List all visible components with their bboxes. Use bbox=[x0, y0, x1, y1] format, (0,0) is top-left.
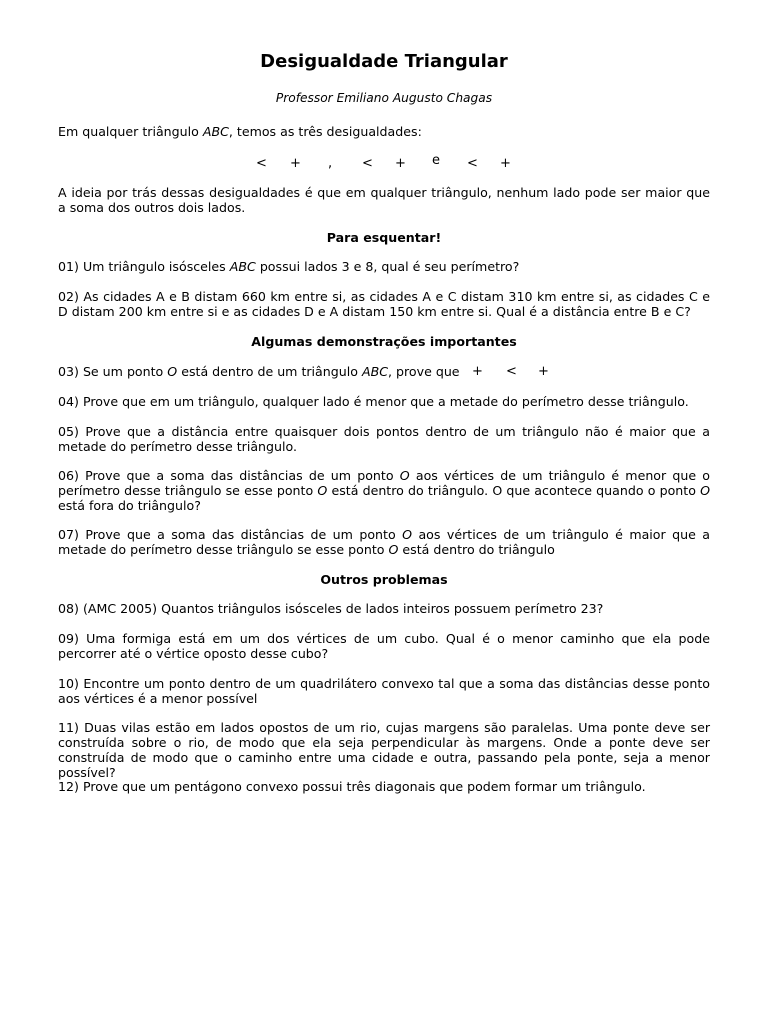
problem-text: 07) Prove que a soma das distâncias de um ponto bbox=[58, 527, 403, 542]
intro-text: Em qualquer triângulo bbox=[58, 124, 203, 139]
point-o: O bbox=[402, 527, 413, 542]
section-heading-warmup: Para esquentar! bbox=[326, 230, 442, 245]
problem-text: 03) Se um ponto bbox=[58, 364, 168, 379]
author-line: Professor Emiliano Augusto Chagas bbox=[275, 91, 493, 105]
problem-05: 05) Prove que a distância entre quaisquer dois pontos dentro de um triângulo não é maior que a metade do perímetro desse triângulo. bbox=[58, 424, 710, 454]
problem-02: 02) As cidades A e B distam 660 km entre si, as cidades A e C distam 310 km entre si, as cidades C e D distam 200 km entre si e as cidades D e A distam 150 km entre si. Qual é a distância entre B e C? bbox=[58, 289, 710, 319]
point-o: O bbox=[167, 364, 178, 379]
problem-08: 08) (AMC 2005) Quantos triângulos isósceles de lados inteiros possuem perímetro 23? bbox=[58, 601, 604, 616]
section-heading-demonstrations: Algumas demonstrações importantes bbox=[251, 334, 517, 349]
document-title: Desigualdade Triangular bbox=[260, 51, 508, 72]
problem-text: está dentro de um triângulo bbox=[177, 364, 362, 379]
plus-symbol: + bbox=[472, 364, 483, 379]
problem-09: 09) Uma formiga está em um dos vértices de um cubo. Qual é o menor caminho que ela pode percorrer até o vértice oposto desse cubo? bbox=[58, 631, 710, 661]
comma-symbol: , bbox=[328, 156, 333, 171]
problem-text: aos vértices de um triângulo é maior que a metade do perímetro desse triângulo se esse ponto bbox=[58, 527, 710, 557]
problem-10: 10) Encontre um ponto dentro de um quadrilátero convexo tal que a soma das distâncias desse ponto aos vértices é a menor possível bbox=[58, 676, 710, 706]
intro-text-end: , temos as três desigualdades: bbox=[228, 124, 422, 139]
problem-text: está dentro do triângulo bbox=[398, 542, 555, 557]
problem-text: possui lados 3 e 8, qual é seu perímetro? bbox=[255, 259, 520, 274]
problem-text: está dentro do triângulo. O que acontece quando o ponto bbox=[327, 483, 701, 498]
point-o: O bbox=[317, 483, 328, 498]
plus-symbol: + bbox=[290, 156, 301, 171]
point-o: O bbox=[700, 483, 711, 498]
problem-text: 06) Prove que a soma das distâncias de um ponto bbox=[58, 468, 400, 483]
problem-03 bbox=[58, 364, 710, 379]
problem-07 bbox=[58, 527, 710, 557]
idea-paragraph: A ideia por trás dessas desigualdades é que em qualquer triângulo, nenhum lado pode ser maior que a soma dos outros dois lados. bbox=[58, 185, 710, 215]
problem-12: 12) Prove que um pentágono convexo possui três diagonais que podem formar um triângulo. bbox=[58, 779, 646, 794]
plus-symbol: + bbox=[538, 364, 549, 379]
plus-symbol: + bbox=[500, 156, 511, 171]
triangle-name: ABC bbox=[202, 124, 229, 139]
problem-06 bbox=[58, 468, 710, 513]
problem-01 bbox=[58, 259, 710, 274]
less-than-symbol: < bbox=[362, 156, 373, 171]
problem-text: 01) Um triângulo isósceles bbox=[58, 259, 230, 274]
less-than-symbol: < bbox=[506, 364, 517, 379]
intro-paragraph bbox=[58, 124, 710, 139]
point-o: O bbox=[388, 542, 399, 557]
less-than-symbol: < bbox=[467, 156, 478, 171]
triangle-name: ABC bbox=[229, 259, 256, 274]
problem-text: , prove que bbox=[388, 364, 460, 379]
triangle-name: ABC bbox=[361, 364, 389, 379]
conjunction-e: e bbox=[432, 153, 440, 168]
less-than-symbol: < bbox=[256, 156, 267, 171]
problem-11: 11) Duas vilas estão em lados opostos de um rio, cujas margens são paralelas. Uma ponte deve ser construída sobre o rio, de modo que ela seja perpendicular às margens. Onde a ponte deve ser construída de modo que o caminho entre uma cidade e outra, passando pela ponte, seja a menor possível? bbox=[58, 720, 710, 780]
problem-text: está fora do triângulo? bbox=[58, 498, 201, 513]
point-o: O bbox=[399, 468, 410, 483]
section-heading-other-problems: Outros problemas bbox=[320, 572, 448, 587]
problem-text: aos vértices de um triângulo é menor que o perímetro desse triângulo se esse ponto bbox=[58, 468, 711, 498]
problem-04: 04) Prove que em um triângulo, qualquer lado é menor que a metade do perímetro desse triângulo. bbox=[58, 394, 689, 409]
plus-symbol: + bbox=[395, 156, 406, 171]
